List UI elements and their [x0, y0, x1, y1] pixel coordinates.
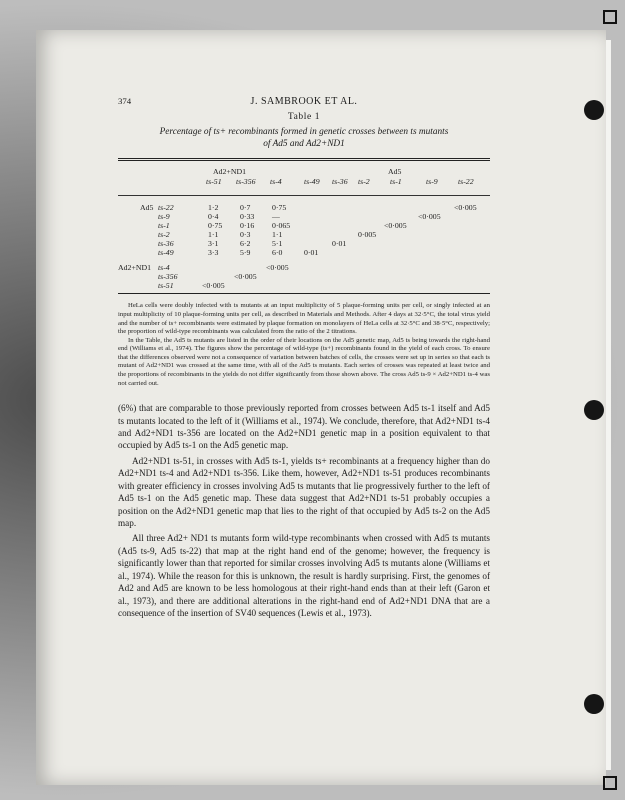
row-group-label-ad2: Ad2+ND1 [118, 263, 151, 273]
row-label: ts-9 [158, 212, 170, 222]
column-header: ts-356 [236, 177, 256, 187]
table-cell: 0·01 [304, 248, 319, 258]
table-cell: <0·005 [234, 272, 257, 282]
table-cell: 3·1 [208, 239, 219, 249]
table-caption [142, 127, 466, 150]
table-cell: <0·005 [418, 212, 441, 222]
binder-hole-top [584, 100, 604, 120]
table-cell: 5·9 [240, 248, 251, 258]
running-head-authors: J. SAMBROOK ET AL. [250, 96, 358, 107]
binder-hole-bottom [584, 694, 604, 714]
table-cell: 0·33 [240, 212, 255, 222]
column-header: ts-9 [426, 177, 438, 187]
binder-hole-middle [584, 400, 604, 420]
table-cell: 0·4 [208, 212, 219, 222]
table-cell: 6·2 [240, 239, 251, 249]
table-cell: 1·1 [272, 230, 283, 240]
header-rule [118, 195, 490, 196]
running-header [118, 96, 490, 110]
row-group-label-ad5: Ad5 [140, 203, 154, 213]
column-header: ts-4 [270, 177, 282, 187]
row-label: ts-49 [158, 248, 174, 258]
table-cell: 0·065 [272, 221, 291, 231]
corner-mark-bottom [603, 776, 617, 790]
row-label: ts-2 [158, 230, 170, 240]
table-cell: 3·3 [208, 248, 219, 258]
table-cell: 0·01 [332, 239, 347, 249]
column-header: ts-49 [304, 177, 320, 187]
column-header: ts-1 [390, 177, 402, 187]
table-cell: — [272, 212, 280, 222]
table-cell: 0·16 [240, 221, 255, 231]
table-cell: 1·1 [208, 230, 219, 240]
column-group-ad5: Ad5 [388, 167, 402, 177]
footnote-paragraph: In the Table, the Ad5 ts mutants are listed in the order of their locations on the Ad5 genetic map, Ad5 ts being towards the right-hand end (Williams et al., 1974). The figures show the percentage of wild-type (ts+) recombinants found in the yield of each cross. To ensure that the differences observed were not a consequence of variation between batches of cells, the crosses were set up in series so that each ts mutant of Ad2+ND1 was crossed at the same time, with all of the Ad5 ts mutants. Each series of crosses was repeated at least twice and the proportions of recombinants in the yields do not differ significantly from those shown above. The cross Ad5 ts-9 × Ad2+ND1 ts-4 was not carried out. [118, 336, 490, 387]
table-label: Table 1 [287, 112, 321, 122]
table-cell: <0·005 [266, 263, 289, 273]
recombination-table [118, 161, 490, 293]
table-cell: <0·005 [202, 281, 225, 291]
row-label: ts-1 [158, 221, 170, 231]
table-cell: 0·005 [358, 230, 377, 240]
body-paragraph: Ad2+ND1 ts-51, in crosses with Ad5 ts-1, yields ts+ recombinants at a frequency higher than do Ad2+ND1 ts-4 and Ad2+ND1 ts-356. Like them, however, Ad2+ND1 ts-51 produces recombinants with greater efficiency in crosses involving Ad5 ts mutants that lie progressively further to the left of Ad5 ts-1 on the Ad5 genetic map. These data suggest that Ad2+ND1 ts-51 probably occupies a position on the Ad2+ND1 genetic map that lies to the right of that occupied by Ad5 ts-2 on the Ad5 map. [118, 455, 490, 528]
body-text [118, 402, 490, 619]
page-number: 374 [118, 96, 132, 106]
row-label: ts-4 [158, 263, 170, 273]
table-bottom-rule [118, 293, 490, 294]
body-paragraph: (6%) that are comparable to those previously reported from crosses between Ad5 ts-1 itself and Ad5 ts mutants located to the left of it (Williams et al., 1974). We conclude, therefore, that Ad2+ND1 ts-4 and Ad2+ND1 ts-356 are located on the Ad2+ND1 genetic map in a position equivalent to that occupied by Ad5 ts-1 on the Ad5 genetic map. [118, 403, 490, 451]
table-cell: 0·75 [208, 221, 223, 231]
table-caption-line-1: Percentage of ts+ recombinants formed in genetic crosses between ts mutants [159, 127, 449, 138]
table-cell: <0·005 [384, 221, 407, 231]
page-content [118, 96, 490, 622]
row-label: ts-51 [158, 281, 174, 291]
table-cell: <0·005 [454, 203, 477, 213]
table-cell: 1·2 [208, 203, 219, 213]
table-cell: 5·1 [272, 239, 283, 249]
table-cell: 0·75 [272, 203, 287, 213]
row-label: ts-36 [158, 239, 174, 249]
table-footnotes [118, 302, 490, 388]
body-paragraph: All three Ad2+ ND1 ts mutants form wild-type recombinants when crossed with Ad5 ts mutants (Ad5 ts-9, Ad5 ts-22) that map at the right hand end of the genome; however, the frequency is significantly lower than that reported for similar crosses involving Ad5 ts mutants alone (Williams et al., 1974). While the reason for this is unknown, the result is hardly surprising. First, the genomes of Ad2 and Ad5 are known to be less homologous at their right-hand ends than at their left (Garon et al., 1973), and there are additional alterations in the right-hand end of Ad2+ND1 DNA that are a consequence of the insertion of SV40 sequences (Lewis et al., 1973). [118, 533, 490, 618]
column-header: ts-22 [458, 177, 474, 187]
row-label: ts-356 [158, 272, 178, 282]
corner-mark-top [603, 10, 617, 24]
table-cell: 0·7 [240, 203, 251, 213]
table-caption-line-2: of Ad5 and Ad2+ND1 [263, 138, 345, 149]
table-cell: 0·3 [240, 230, 251, 240]
column-header: ts-2 [358, 177, 370, 187]
footnote-paragraph: HeLa cells were doubly infected with ts mutants at an input multiplicity of 5 plaque-forming units per cell, or singly infected at an input multiplicity of 10 plaque-forming units per cell, as described in Materials and Methods. After 4 days at 32·5°C, the total virus yield and the number of ts+ recombinants were estimated by plaque formation on monolayers of HeLa cells at 32·5°C and 38·5°C, respectively; the proportion of wild-type recombinants was calculated from the ratio of the 2 titrations. [118, 302, 490, 336]
column-header: ts-36 [332, 177, 348, 187]
column-group-ad2: Ad2+ND1 [213, 167, 246, 177]
column-header: ts-51 [206, 177, 222, 187]
row-label: ts-22 [158, 203, 174, 213]
table-cell: 6·0 [272, 248, 283, 258]
